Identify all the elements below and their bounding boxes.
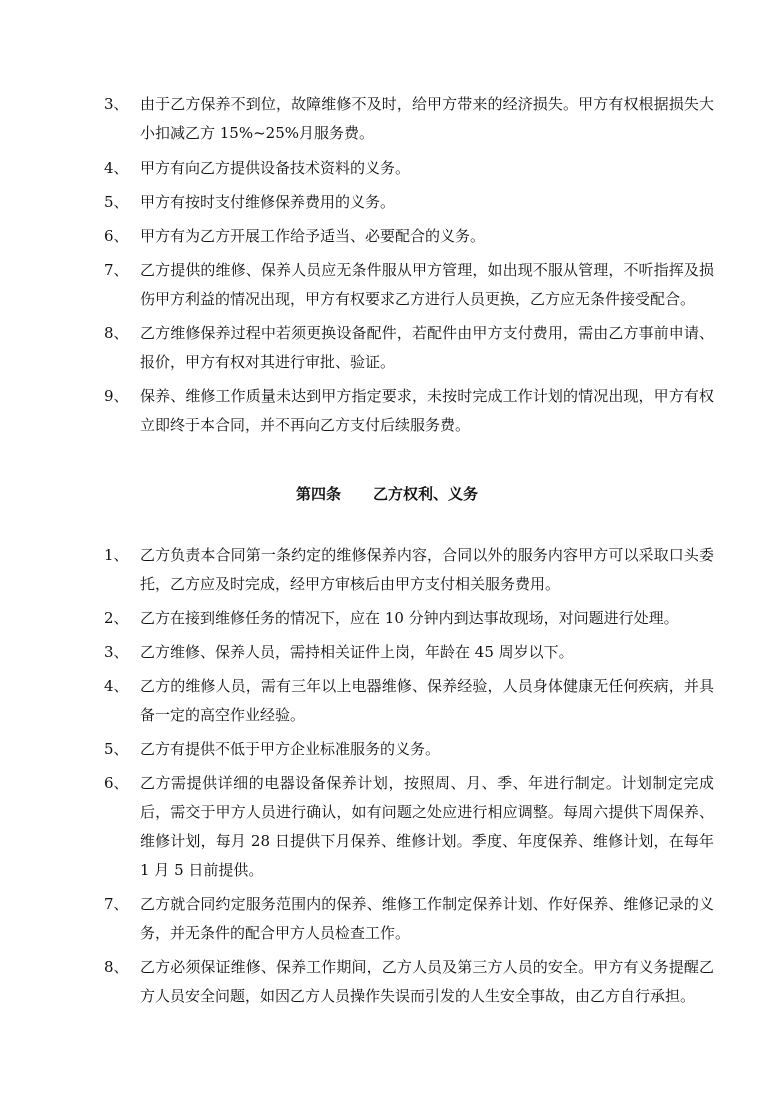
- item-number: 1、: [104, 546, 129, 564]
- item-text: 甲方有向乙方提供设备技术资料的义务。: [140, 159, 411, 177]
- item-text: 乙方需提供详细的电器设备保养计划，按照周、月、季、年进行制定。计划制定完成后，需交于甲方人员进行确认，如有问题之处应进行相应调整。每周六提供下周保养、维修计划，每月 28 日提供下月保养、维修计划。季度、年度保养、维修计划，在每年 1 月 5 日前提供。: [140, 774, 714, 879]
- item-text: 保养、维修工作质量未达到甲方指定要求，未按时完成工作计划的情况出现，甲方有权立即终于本合同，并不再向乙方支付后续服务费。: [140, 387, 714, 434]
- list-item: [104, 382, 714, 440]
- list-item: [104, 319, 714, 377]
- list-item: [104, 256, 714, 314]
- list-item: [104, 222, 714, 251]
- list-item: [104, 890, 714, 948]
- item-number: 7、: [104, 261, 129, 279]
- list-item: [104, 154, 714, 183]
- item-text: 乙方维修保养过程中若须更换设备配件，若配件由甲方支付费用，需由乙方事前申请、报价，甲方有权对其进行审批、验证。: [140, 324, 714, 371]
- list-item: [104, 188, 714, 217]
- item-number: 6、: [104, 227, 129, 245]
- list-item: [104, 638, 714, 667]
- item-number: 3、: [104, 95, 129, 113]
- item-text: 乙方有提供不低于甲方企业标准服务的义务。: [140, 740, 441, 758]
- item-text: 乙方就合同约定服务范围内的保养、维修工作制定保养计划、作好保养、维修记录的义务，并无条件的配合甲方人员检查工作。: [140, 895, 714, 942]
- list-item: [104, 541, 714, 599]
- list-item: [104, 90, 714, 148]
- item-number: 8、: [104, 324, 129, 342]
- item-number: 3、: [104, 643, 129, 661]
- item-text: 乙方的维修人员，需有三年以上电器维修、保养经验，人员身体健康无任何疾病，并具备一定的高空作业经验。: [140, 677, 714, 724]
- list-item: [104, 769, 714, 885]
- item-number: 4、: [104, 677, 129, 695]
- article-heading: [0, 480, 774, 509]
- list-item: [104, 953, 714, 1011]
- item-text: 甲方有为乙方开展工作给予适当、必要配合的义务。: [140, 227, 486, 245]
- item-number: 5、: [104, 193, 129, 211]
- list-item: [104, 735, 714, 764]
- item-text: 乙方必须保证维修、保养工作期间，乙方人员及第三方人员的安全。甲方有义务提醒乙方人员安全问题，如因乙方人员操作失误而引发的人生安全事故，由乙方自行承担。: [140, 958, 714, 1005]
- item-number: 5、: [104, 740, 129, 758]
- item-text: 乙方在接到维修任务的情况下，应在 10 分钟内到达事故现场，对问题进行处理。: [140, 609, 679, 627]
- item-text: 乙方维修、保养人员，需持相关证件上岗，年龄在 45 周岁以下。: [140, 643, 574, 661]
- article-number: 第四条: [295, 485, 341, 503]
- item-number: 9、: [104, 387, 129, 405]
- item-number: 2、: [104, 609, 129, 627]
- item-text: 由于乙方保养不到位，故障维修不及时，给甲方带来的经济损失。甲方有权根据损失大小扣减乙方 15%~25%月服务费。: [140, 95, 714, 142]
- item-text: 乙方提供的维修、保养人员应无条件服从甲方管理，如出现不服从管理，不听指挥及损伤甲方利益的情况出现，甲方有权要求乙方进行人员更换，乙方应无条件接受配合。: [140, 261, 714, 308]
- clause-list-top: [104, 90, 714, 440]
- list-item: [104, 604, 714, 633]
- item-text: 乙方负责本合同第一条约定的维修保养内容，合同以外的服务内容甲方可以采取口头委托，乙方应及时完成，经甲方审核后由甲方支付相关服务费用。: [140, 546, 714, 593]
- item-text: 甲方有按时支付维修保养费用的义务。: [140, 193, 396, 211]
- item-number: 8、: [104, 958, 129, 976]
- article-title: 乙方权利、义务: [373, 485, 479, 503]
- clause-list-bottom: [104, 541, 714, 1011]
- list-item: [104, 672, 714, 730]
- item-number: 6、: [104, 774, 129, 792]
- item-number: 4、: [104, 159, 129, 177]
- item-number: 7、: [104, 895, 129, 913]
